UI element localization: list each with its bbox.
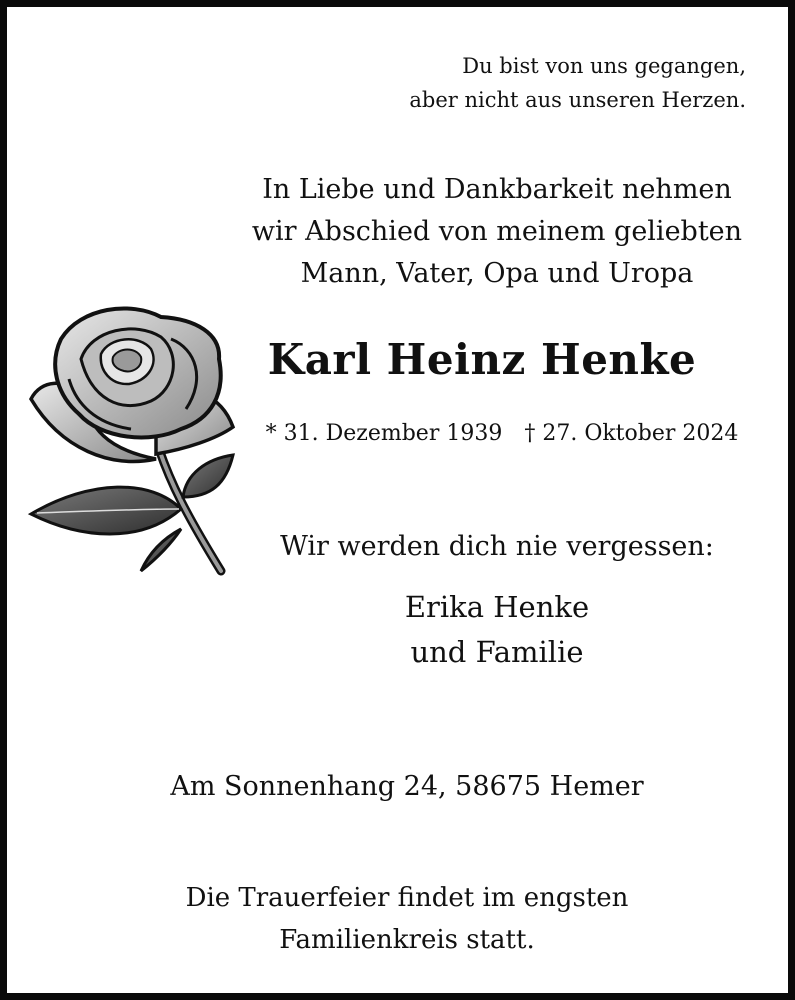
intro-line-3: Mann, Vater, Opa und Uropa (300, 258, 694, 289)
family-line-2: und Familie (410, 635, 584, 669)
intro-text (187, 169, 795, 295)
family-line-1: Erika Henke (404, 590, 590, 624)
service-note (47, 877, 767, 961)
birth-date: * 31. Dezember 1939 (265, 421, 503, 446)
quote (326, 49, 746, 117)
quote-line-1: Du bist von uns gegangen, (462, 54, 746, 78)
deceased-name: Karl Heinz Henke (267, 335, 697, 384)
family-signature (197, 585, 795, 675)
quote-line-2: aber nicht aus unseren Herzen. (409, 88, 746, 112)
remember-line: Wir werden dich nie vergessen: (280, 531, 714, 562)
life-dates (227, 421, 777, 446)
intro-line-1: In Liebe und Dankbarkeit nehmen (262, 174, 732, 205)
service-line-2: Familienkreis statt. (279, 925, 535, 955)
address: Am Sonnenhang 24, 58675 Hemer (170, 771, 644, 802)
service-line-1: Die Trauerfeier findet im engsten (185, 883, 629, 913)
intro-line-2: wir Abschied von meinem geliebten (251, 216, 743, 247)
death-date: † 27. Oktober 2024 (524, 421, 739, 446)
